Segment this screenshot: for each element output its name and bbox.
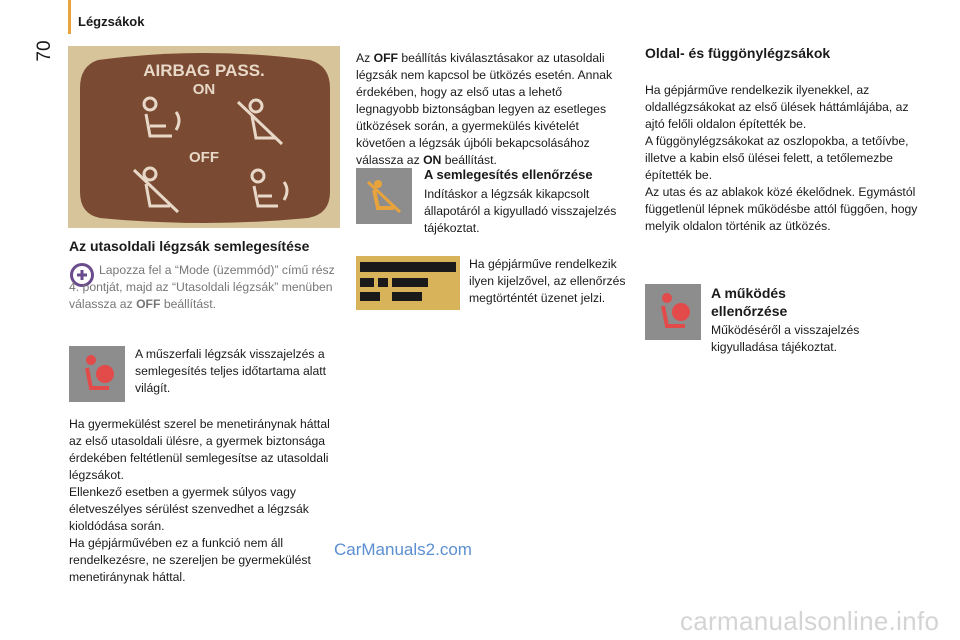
airbag-pass-panel-image bbox=[68, 46, 340, 228]
airbag-warning-icon bbox=[69, 346, 125, 402]
watermark-carmanuals: CarManuals2.com bbox=[334, 540, 472, 559]
note-text: Lapozza fel a “Mode (üzemmód)” című rész 4. pontját, majd az “Utasoldali légzsák” menüben válassza az OFF beállítást. bbox=[69, 263, 335, 311]
lcd-display-icon bbox=[356, 256, 460, 310]
paragraph: A függönylégzsákokat az oszlopokba, a tetőívbe, illetve a kabin első ülései felett, a tetőlemezbe építették be. bbox=[645, 134, 909, 182]
airbag-warning-icon bbox=[645, 284, 701, 340]
panel-off-label: OFF bbox=[189, 149, 219, 166]
panel-title: AIRBAG PASS. bbox=[143, 61, 265, 80]
watermark-carmanualsonline: carmanualsonline.info bbox=[680, 606, 940, 636]
check-heading: A semlegesítés ellenőrzése bbox=[424, 167, 593, 182]
child-seat-paragraphs bbox=[69, 416, 344, 586]
paragraph: Az utas és az ablakok közé ékelődnek. Egymástól függetlenül lépnek működésbe attól függően, hogy melyik oldalon történik az ütközés. bbox=[645, 185, 918, 233]
panel-on-label: ON bbox=[192, 81, 216, 98]
paragraph: Ha gépjárműve rendelkezik ilyenekkel, az oldallégzsákokat az első ülések háttámlájába, az ajtó felőli oldalon építették be. bbox=[645, 83, 909, 131]
paragraph: Ellenkező esetben a gyermek súlyos vagy életveszélyes sérülést szenvedhet a légzsák kioldódása során. bbox=[69, 485, 309, 533]
function-check-text: Működéséről a visszajelzés kigyulladása tájékoztat. bbox=[711, 323, 860, 354]
accent-bar bbox=[68, 0, 71, 34]
side-airbags-heading: Oldal- és függönylégzsákok bbox=[645, 45, 831, 61]
page-number: 70 bbox=[34, 40, 55, 62]
left-heading: Az utasoldali légzsák semlegesítése bbox=[69, 238, 310, 254]
airbag-off-icon bbox=[356, 168, 412, 224]
warning-text: A műszerfali légzsák visszajelzés a semlegesítés teljes időtartama alatt világít. bbox=[135, 347, 327, 395]
paragraph: Ha gépjárművében ez a funkció nem áll rendelkezésre, ne szereljen be gyermekülést menetiránynak háttal. bbox=[69, 536, 311, 584]
side-airbag-paragraphs bbox=[645, 82, 921, 235]
paragraph: Ha gyermekülést szerel be menetiránynak háttal az első utasoldali ülésre, a gyermek biztonsága érdekében feltétlenül semlegesítse az utasoldali légzsákot. bbox=[69, 417, 330, 482]
function-check-heading: A működés ellenőrzése bbox=[711, 285, 788, 319]
off-setting-text: Az OFF beállítás kiválasztásakor az utasoldali légzsák nem kapcsol be ütközés esetén. Annak érdekében, hogy az első utas a lehető legnagyobb biztonságban legyen az esetleges ütközések során, a gyermekülés kivételét követően a légzsák újbóli bekapcsolásához válassza az ON beállítást. bbox=[356, 51, 613, 167]
lcd-text: Ha gépjárműve rendelkezik ilyen kijelzővel, az ellenőrzés megtörténtét üzenet jelzi. bbox=[469, 257, 626, 305]
section-label: Légzsákok bbox=[78, 14, 145, 29]
check-text: Indításkor a légzsák kikapcsolt állapotáról a kigyulladó visszajelzés tájékoztat. bbox=[424, 187, 617, 235]
